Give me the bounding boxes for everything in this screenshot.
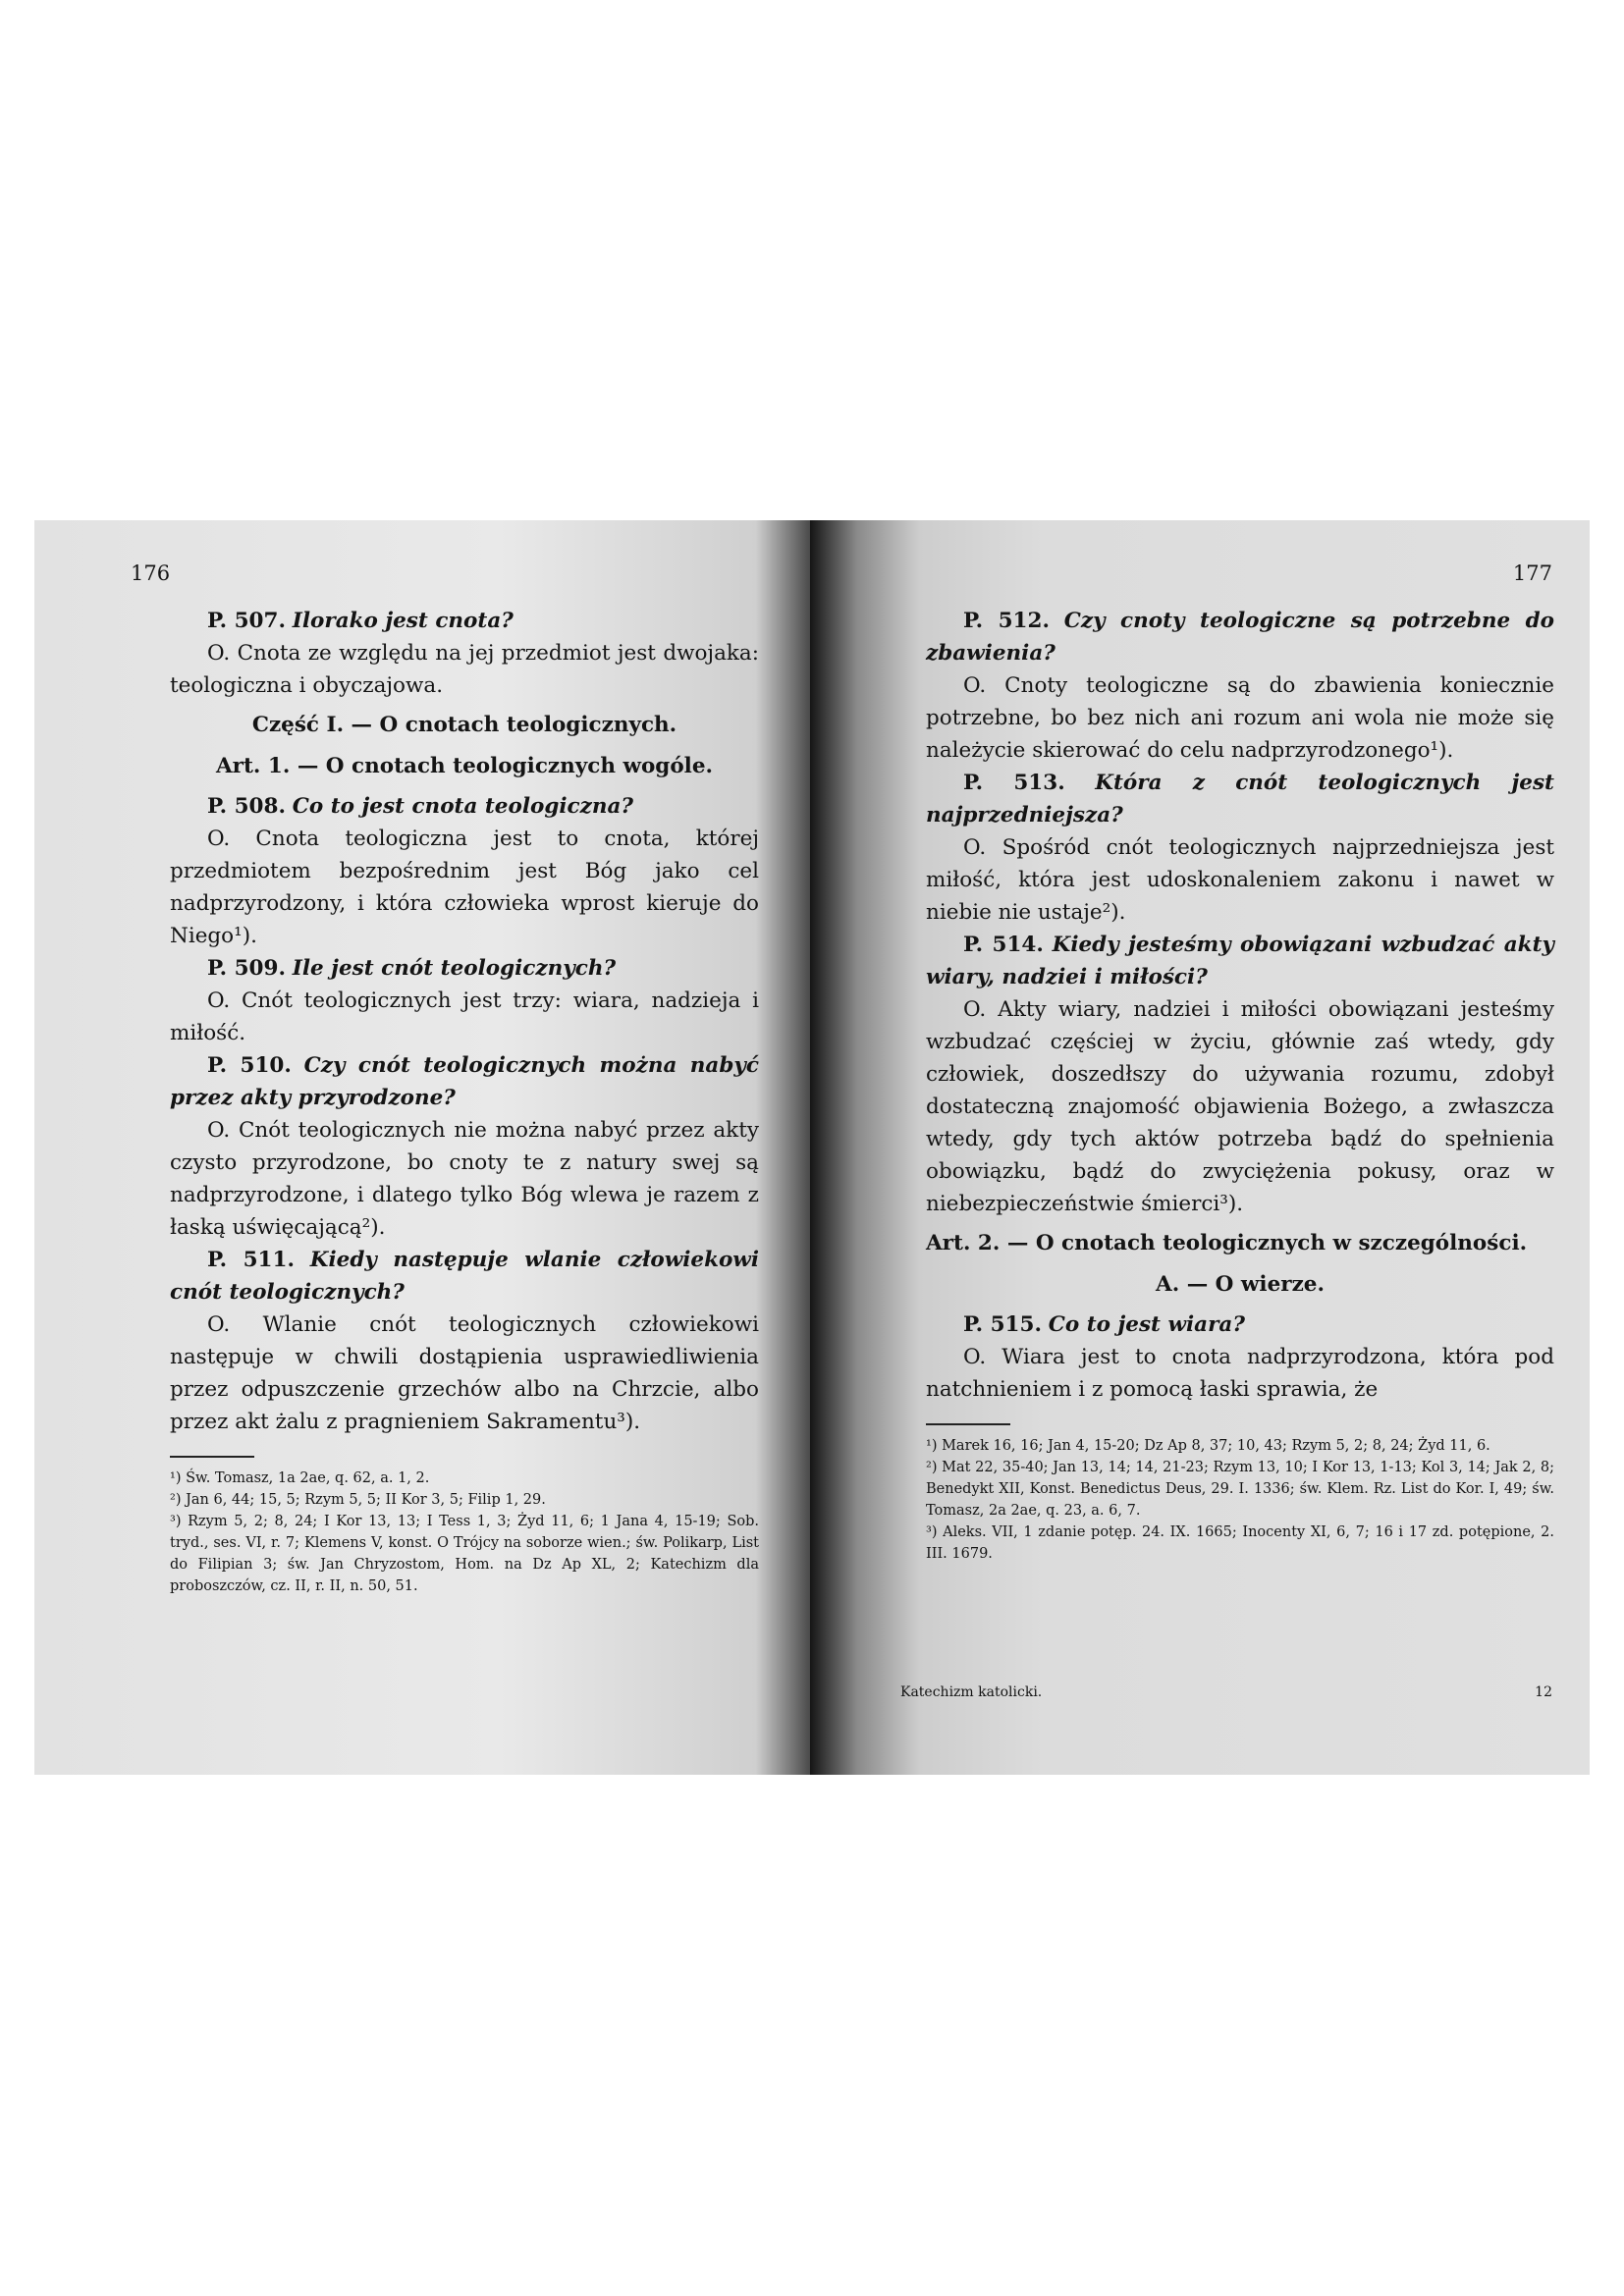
question <box>170 605 759 637</box>
page-body <box>900 605 1554 1565</box>
footnote-divider <box>926 1423 1010 1425</box>
question <box>170 790 759 823</box>
question-text: Czy cnoty teologiczne są potrzebne do zbawienia? <box>926 609 1554 666</box>
question-number: P. 512. <box>963 609 1050 633</box>
question-text: Kiedy następuje wlanie człowiekowi cnót teologicznych? <box>170 1248 759 1305</box>
question <box>926 929 1554 993</box>
answer: O. Cnota teologiczna jest to cnota, której przedmiotem bezpośrednim jest Bóg jako cel nadprzyrodzony, i która człowieka wprost kieruje do Niego¹). <box>170 827 759 948</box>
footnote: ³) Aleks. VII, 1 zdanie potęp. 24. IX. 1665; Inocenty XI, 6, 7; 16 i 17 zd. potępione, 2. III. 1679. <box>926 1524 1554 1562</box>
question-text: Ilorako jest cnota? <box>292 609 514 633</box>
question-number: P. 507. <box>207 609 286 633</box>
answer: O. Spośród cnót teologicznych najprzedniejsza jest miłość, która jest udoskonaleniem zakonu i nawet w niebie nie ustaje²). <box>926 835 1554 925</box>
right-page <box>810 520 1590 1775</box>
section-heading: A. — O wierze. <box>1156 1272 1325 1297</box>
answer: O. Akty wiary, nadziei i miłości obowiązani jesteśmy wzbudzać częściej w życiu, głównie zaś wtedy, gdy człowiek, doszedłszy do używania rozumu, zdobył dostateczną znajomość objawienia Bożego, a zwłaszcza wtedy, gdy tych aktów potrzeba bądź do spełnienia obowiązku, bądź do zwyciężenia pokusy, oraz w niebezpieczeństwie śmierci³). <box>926 997 1554 1216</box>
page-number: 176 <box>131 561 171 585</box>
question <box>926 605 1554 669</box>
footer-title: Katechizm katolicki. <box>900 1684 1043 1700</box>
book-scan <box>34 520 1590 1775</box>
question-text: Która z cnót teologicznych jest najprzedniejsza? <box>926 771 1554 828</box>
question-number: P. 514. <box>963 933 1044 957</box>
page-number: 177 <box>1512 561 1552 585</box>
question-number: P. 508. <box>207 794 286 819</box>
footnote: ¹) Św. Tomasz, 1a 2ae, q. 62, a. 1, 2. <box>170 1470 430 1486</box>
question <box>926 1308 1554 1341</box>
footnote: ²) Mat 22, 35-40; Jan 13, 14; 14, 21-23; Rzym 13, 10; I Kor 13, 1-13; Kol 3, 14; Jak 2, 8; Benedykt XII, Konst. Benedictus Deus, 29. I. 1336; św. Klem. Rz. List do Kor. I, 49; św. Tomasz, 2a 2ae, q. 23, a. 6, 7. <box>926 1460 1554 1519</box>
answer: O. Cnót teologicznych nie można nabyć przez akty czysto przyrodzone, bo cnoty te z natury swej są nadprzyrodzone, i dlatego tylko Bóg wlewa je razem z łaską uświęcającą²). <box>170 1118 759 1240</box>
question-number: P. 511. <box>207 1248 295 1272</box>
footnote: ¹) Marek 16, 16; Jan 4, 15-20; Dz Ap 8, 37; 10, 43; Rzym 5, 2; 8, 24; Żyd 11, 6. <box>926 1438 1490 1454</box>
question-number: P. 510. <box>207 1053 292 1078</box>
question <box>170 1049 759 1114</box>
question <box>170 952 759 985</box>
article-heading: Art. 1. — O cnotach teologicznych wogóle. <box>215 754 714 778</box>
footnote: ³) Rzym 5, 2; 8, 24; I Kor 13, 13; I Tess 1, 3; Żyd 11, 6; 1 Jana 4, 15-19; Sob. tryd., ses. VI, r. 7; Klemens V, konst. O Trójcy na soborze wien.; św. Polikarp, List do Filipian 3; św. Jan Chryzostom, Hom. na Dz Ap XL, 2; Katechizm dla proboszczów, cz. II, r. II, n. 50, 51. <box>170 1514 759 1594</box>
question-number: P. 513. <box>963 771 1065 795</box>
answer: O. Cnoty teologiczne są do zbawienia koniecznie potrzebne, bo bez nich ani rozum ani wola nie może się należycie skierować do celu nadprzyrodzonego¹). <box>926 673 1554 763</box>
left-page <box>34 520 810 1775</box>
page-body <box>131 605 759 1597</box>
article-heading: Art. 2. — O cnotach teologicznych w szczególności. <box>926 1231 1528 1255</box>
question <box>926 767 1554 831</box>
question-text: Co to jest wiara? <box>1048 1312 1245 1337</box>
question-text: Czy cnót teologicznych można nabyć przez akty przyrodzone? <box>170 1053 759 1110</box>
answer: O. Wlanie cnót teologicznych człowiekowi następuje w chwili dostąpienia usprawiedliwienia przez odpuszczenie grzechów albo na Chrzcie, albo przez akt żalu z pragnieniem Sakramentu³). <box>170 1312 759 1434</box>
page-footer <box>900 1684 1552 1700</box>
question-text: Ile jest cnót teologicznych? <box>292 956 617 981</box>
footnote-divider <box>170 1456 254 1458</box>
answer: O. Cnót teologicznych jest trzy: wiara, nadzieja i miłość. <box>170 988 759 1045</box>
answer: O. Wiara jest to cnota nadprzyrodzona, która pod natchnieniem i z pomocą łaski sprawia, że <box>926 1345 1554 1402</box>
question-text: Kiedy jesteśmy obowiązani wzbudzać akty wiary, nadziei i miłości? <box>926 933 1554 989</box>
answer: O. Cnota ze względu na jej przedmiot jest dwojaka: teologiczna i obyczajowa. <box>170 641 759 698</box>
question-text: Co to jest cnota teologiczna? <box>292 794 633 819</box>
part-heading: Część I. — O cnotach teologicznych. <box>251 713 677 737</box>
question-number: P. 509. <box>207 956 286 981</box>
footnote: ²) Jan 6, 44; 15, 5; Rzym 5, 5; II Kor 3, 5; Filip 1, 29. <box>170 1492 546 1508</box>
question <box>170 1244 759 1308</box>
signature-mark: 12 <box>1535 1684 1552 1700</box>
question-number: P. 515. <box>963 1312 1042 1337</box>
